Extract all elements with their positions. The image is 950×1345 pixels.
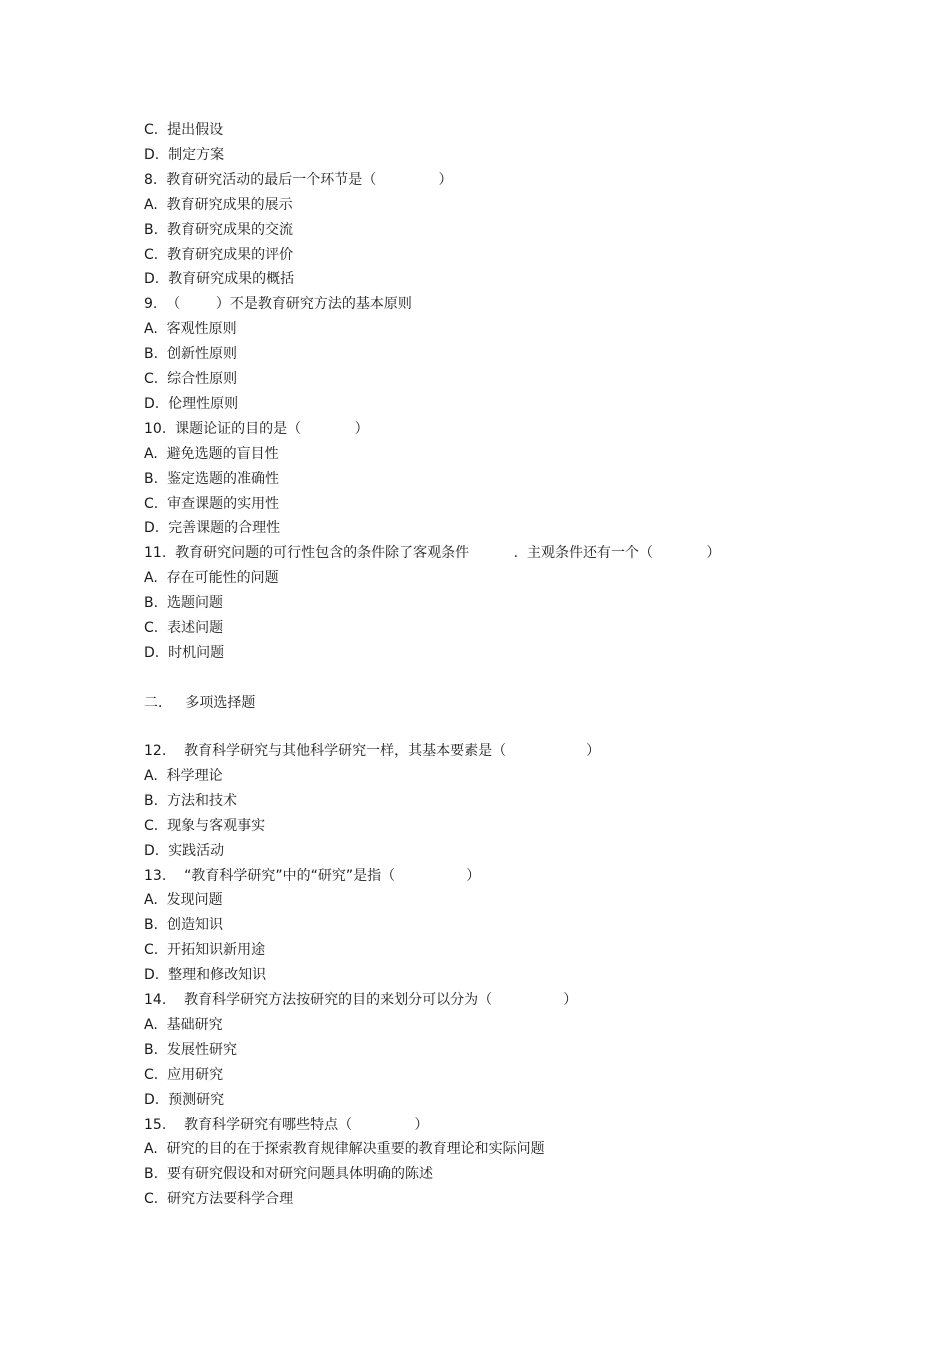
text-line: D. 制定方案 [144, 146, 225, 163]
text-line: A. 存在可能性的问题 [144, 570, 279, 587]
text-line: C. 提出假设 [144, 122, 224, 138]
text-line: D. 实践活动 [144, 842, 225, 859]
text-line: A. 发现问题 [144, 892, 223, 909]
text-line: 8. 教育研究活动的最后一个环节是（ ） [144, 171, 453, 188]
text-line: B. 鉴定选题的准确性 [144, 470, 279, 487]
text-line: B. 选题问题 [144, 595, 223, 612]
text-line: A. 基础研究 [144, 1016, 223, 1033]
text-line: 14. 教育科学研究方法按研究的目的来划分可以分为（ ） [144, 992, 578, 1008]
text-line: B. 要有研究假设和对研究问题具体明确的陈述 [144, 1166, 433, 1183]
text-line: B. 教育研究成果的交流 [144, 221, 293, 238]
text-line: 9. （ ）不是教育研究方法的基本原则 [144, 296, 412, 313]
text-line: 10. 课题论证的目的是（ ） [144, 420, 369, 437]
text-line: C. 研究方法要科学合理 [144, 1191, 294, 1208]
text-line: D. 伦理性原则 [144, 395, 239, 412]
text-line: B. 发展性研究 [144, 1041, 237, 1058]
text-line: B. 方法和技术 [144, 792, 237, 809]
text-line: D. 时机问题 [144, 644, 225, 661]
text-line: C. 教育研究成果的评价 [144, 246, 294, 263]
text-line: C. 审查课题的实用性 [144, 495, 280, 512]
text-line: 13. “教育科学研究”中的“研究”是指（ ） [144, 867, 481, 884]
section-title: 二． 多项选择题 [144, 695, 256, 711]
text-line: B. 创新性原则 [144, 346, 237, 363]
text-line: D. 预测研究 [144, 1091, 225, 1108]
text-line: A. 教育研究成果的展示 [144, 196, 293, 213]
text-line: 12. 教育科学研究与其他科学研究一样，其基本要素是（ ） [144, 743, 601, 759]
text-line: A. 客观性原则 [144, 321, 237, 338]
text-line: A. 避免选题的盲目性 [144, 445, 279, 462]
text-line: A. 研究的目的在于探索教育规律解决重要的教育理论和实际问题 [144, 1141, 545, 1158]
text-line: C. 开拓知识新用途 [144, 942, 266, 959]
text-line: B. 创造知识 [144, 917, 223, 934]
text-line: C. 表述问题 [144, 620, 224, 636]
text-line: C. 综合性原则 [144, 371, 238, 387]
text-line: 15. 教育科学研究有哪些特点（ ） [144, 1116, 429, 1133]
text-line: D. 整理和修改知识 [144, 967, 267, 984]
text-line: D. 教育研究成果的概括 [144, 271, 295, 288]
text-line: D. 完善课题的合理性 [144, 520, 281, 537]
text-line: A. 科学理论 [144, 767, 223, 784]
text-line: C. 现象与客观事实 [144, 817, 266, 834]
text-line: C. 应用研究 [144, 1066, 224, 1083]
text-line: 11. 教育研究问题的可行性包含的条件除了客观条件 . 主观条件还有一个（ ） [144, 545, 721, 562]
